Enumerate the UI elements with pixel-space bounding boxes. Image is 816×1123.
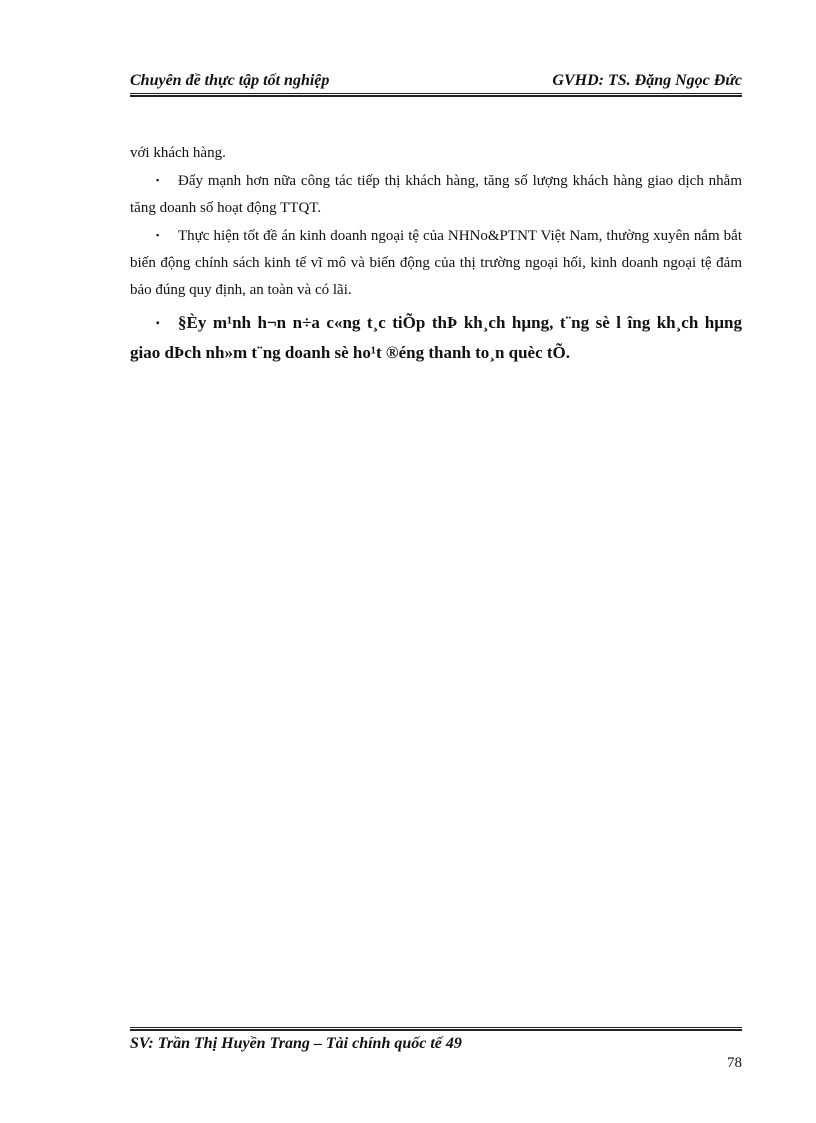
square-bullet-icon: ▪: [156, 175, 160, 185]
square-bullet-icon: ▪: [156, 230, 160, 240]
continuation-paragraph: với khách hàng.: [130, 145, 226, 161]
header-divider: [130, 93, 742, 97]
header-title: Chuyên đề thực tập tốt nghiệp: [130, 72, 330, 89]
bullet-text: §Èy m¹nh h¬n n÷a c«ng t¸c tiÕp thÞ kh¸ch hµng, t¨ng sè l îng kh¸ch hµng giao dÞch nh»m t¨ng doanh sè ho¹t ®éng thanh to¸n quèc tÕ.: [130, 313, 742, 362]
page-header: [130, 72, 742, 92]
body-content: [130, 140, 742, 367]
bullet-text: Thực hiện tốt đề án kinh doanh ngoại tệ của NHNo&PTNT Việt Nam, thường xuyên nắm bắt biến động chính sách kinh tế vĩ mô và biến động của thị trường ngoại hối, kinh doanh ngoại tệ đảm bảo đúng quy định, an toàn và có lãi.: [130, 228, 742, 298]
page-number: 78: [727, 1055, 742, 1071]
bullet-paragraph: [130, 222, 742, 304]
footer-divider: [130, 1027, 742, 1031]
square-bullet-icon: ▪: [156, 318, 160, 329]
footer-author: SV: Trần Thị Huyền Trang – Tài chính quốc tế 49: [130, 1035, 462, 1052]
bullet-text: Đẩy mạnh hơn nữa công tác tiếp thị khách hàng, tăng số lượng khách hàng giao dịch nhằm tăng doanh số hoạt động TTQT.: [130, 173, 742, 216]
bullet-paragraph: [130, 167, 742, 222]
bullet-paragraph-garbled: [130, 308, 742, 367]
header-supervisor: GVHD: TS. Đặng Ngọc Đức: [552, 72, 742, 89]
